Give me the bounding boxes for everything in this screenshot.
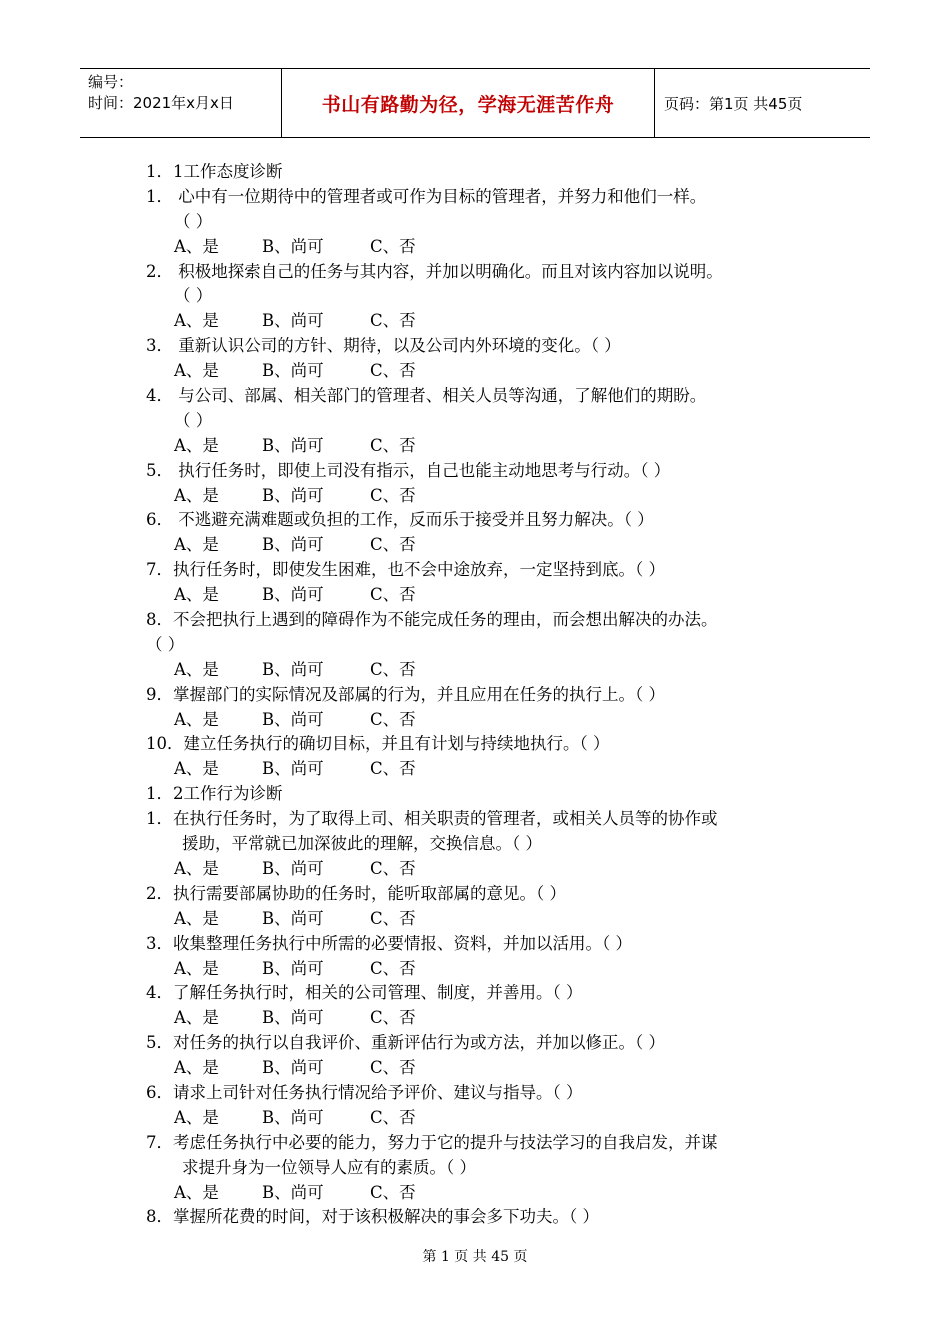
answer-options bbox=[146, 907, 836, 932]
option-b: B、尚可 bbox=[262, 1008, 324, 1028]
question-line: 1．在执行任务时，为了取得上司、相关职责的管理者，或相关人员等的协作或 bbox=[146, 809, 718, 829]
option-c: C、否 bbox=[370, 908, 416, 928]
question-line: 8．不会把执行上遇到的障碍作为不能完成任务的理由，而会想出解决的办法。 bbox=[146, 610, 718, 630]
option-a: A、是 bbox=[174, 709, 219, 729]
answer-options bbox=[146, 309, 836, 334]
option-a: A、是 bbox=[174, 1058, 219, 1078]
question-line: 4．了解任务执行时，相关的公司管理、制度，并善用。（ ） bbox=[146, 983, 583, 1003]
option-b: B、尚可 bbox=[262, 1107, 324, 1127]
option-c: C、否 bbox=[370, 659, 416, 679]
option-b: B、尚可 bbox=[262, 759, 324, 779]
answer-options bbox=[146, 484, 836, 509]
question-line: 6．请求上司针对任务执行情况给予评价、建议与指导。（ ） bbox=[146, 1082, 583, 1102]
option-b: B、尚可 bbox=[262, 1182, 324, 1202]
option-c: C、否 bbox=[370, 759, 416, 779]
option-a: A、是 bbox=[174, 659, 219, 679]
question-line: 8．掌握所花费的时间，对于该积极解决的事会多下功夫。（ ） bbox=[146, 1207, 599, 1227]
answer-options bbox=[146, 708, 836, 733]
motto-text: 书山有路勤为径，学海无涯苦作舟 bbox=[321, 93, 615, 116]
page-header bbox=[80, 68, 870, 138]
answer-options bbox=[146, 533, 836, 558]
question-line: （ ） bbox=[174, 211, 213, 231]
option-c: C、否 bbox=[370, 958, 416, 978]
question-line: （ ） bbox=[174, 410, 213, 430]
answer-options bbox=[146, 1181, 836, 1206]
page-label: 页码：第1页 共45页 bbox=[664, 94, 803, 113]
option-a: A、是 bbox=[174, 1107, 219, 1127]
option-b: B、尚可 bbox=[262, 858, 324, 878]
question-line: （ ） bbox=[146, 634, 185, 654]
question-line: 7．考虑任务执行中必要的能力，努力于它的提升与技法学习的自我启发，并谋 bbox=[146, 1132, 718, 1152]
option-a: A、是 bbox=[174, 311, 219, 331]
answer-options bbox=[146, 359, 836, 384]
question-line: 7．执行任务时，即使发生困难，也不会中途放弃，一定坚持到底。（ ） bbox=[146, 560, 665, 580]
option-b: B、尚可 bbox=[262, 1058, 324, 1078]
question-line: 3． 重新认识公司的方针、期待，以及公司内外环境的变化。（ ） bbox=[146, 336, 621, 356]
question-line: （ ） bbox=[174, 286, 213, 306]
option-b: B、尚可 bbox=[262, 585, 324, 605]
question-line: 5．对任务的执行以自我评价、重新评估行为或方法，并加以修正。（ ） bbox=[146, 1033, 665, 1053]
option-c: C、否 bbox=[370, 435, 416, 455]
question-line: 5． 执行任务时，即使上司没有指示，自己也能主动地思考与行动。（ ） bbox=[146, 460, 671, 480]
section-heading: 1．2工作行为诊断 bbox=[146, 784, 283, 804]
header-page-cell bbox=[654, 69, 870, 137]
option-b: B、尚可 bbox=[262, 535, 324, 555]
option-c: C、否 bbox=[370, 535, 416, 555]
option-b: B、尚可 bbox=[262, 435, 324, 455]
option-c: C、否 bbox=[370, 1182, 416, 1202]
answer-options bbox=[146, 1006, 836, 1031]
option-c: C、否 bbox=[370, 585, 416, 605]
question-line: 求提升身为一位领导人应有的素质。（ ） bbox=[182, 1157, 476, 1177]
option-a: A、是 bbox=[174, 1008, 219, 1028]
question-line: 援助，平常就已加深彼此的理解，交换信息。（ ） bbox=[182, 834, 542, 854]
option-b: B、尚可 bbox=[262, 709, 324, 729]
option-a: A、是 bbox=[174, 485, 219, 505]
answer-options bbox=[146, 957, 836, 982]
option-c: C、否 bbox=[370, 485, 416, 505]
option-a: A、是 bbox=[174, 759, 219, 779]
time-label: 时间：2021年x月x日 bbox=[88, 94, 234, 112]
option-b: B、尚可 bbox=[262, 485, 324, 505]
option-a: A、是 bbox=[174, 908, 219, 928]
serial-label: 编号： bbox=[88, 73, 134, 91]
answer-options bbox=[146, 857, 836, 882]
header-motto-cell bbox=[282, 69, 655, 137]
option-b: B、尚可 bbox=[262, 659, 324, 679]
answer-options bbox=[146, 583, 836, 608]
answer-options bbox=[146, 1056, 836, 1081]
question-line: 1． 心中有一位期待中的管理者或可作为目标的管理者，并努力和他们一样。 bbox=[146, 186, 707, 206]
question-line: 6． 不逃避充满难题或负担的工作，反而乐于接受并且努力解决。（ ） bbox=[146, 510, 654, 530]
option-b: B、尚可 bbox=[262, 958, 324, 978]
header-info-cell bbox=[80, 69, 282, 137]
option-a: A、是 bbox=[174, 236, 219, 256]
option-c: C、否 bbox=[370, 1107, 416, 1127]
option-c: C、否 bbox=[370, 709, 416, 729]
option-a: A、是 bbox=[174, 858, 219, 878]
answer-options bbox=[146, 658, 836, 683]
answer-options bbox=[146, 757, 836, 782]
option-a: A、是 bbox=[174, 585, 219, 605]
questionnaire-body bbox=[146, 160, 836, 1230]
option-c: C、否 bbox=[370, 361, 416, 381]
option-c: C、否 bbox=[370, 1058, 416, 1078]
option-c: C、否 bbox=[370, 1008, 416, 1028]
question-line: 2． 积极地探索自己的任务与其内容，并加以明确化。而且对该内容加以说明。 bbox=[146, 261, 723, 281]
option-a: A、是 bbox=[174, 1182, 219, 1202]
question-line: 10．建立任务执行的确切目标，并且有计划与持续地执行。（ ） bbox=[146, 734, 610, 754]
option-a: A、是 bbox=[174, 361, 219, 381]
page-footer: 第 1 页 共 45 页 bbox=[422, 1249, 528, 1265]
question-line: 2．执行需要部属协助的任务时，能听取部属的意见。（ ） bbox=[146, 883, 566, 903]
option-a: A、是 bbox=[174, 435, 219, 455]
option-b: B、尚可 bbox=[262, 361, 324, 381]
option-a: A、是 bbox=[174, 535, 219, 555]
answer-options bbox=[146, 434, 836, 459]
section-heading: 1．1工作态度诊断 bbox=[146, 162, 283, 181]
option-b: B、尚可 bbox=[262, 908, 324, 928]
answer-options bbox=[146, 1106, 836, 1131]
question-line: 9．掌握部门的实际情况及部属的行为，并且应用在任务的执行上。（ ） bbox=[146, 684, 665, 704]
option-c: C、否 bbox=[370, 236, 416, 256]
option-c: C、否 bbox=[370, 311, 416, 331]
question-line: 4． 与公司、部属、相关部门的管理者、相关人员等沟通，了解他们的期盼。 bbox=[146, 386, 707, 406]
option-a: A、是 bbox=[174, 958, 219, 978]
option-b: B、尚可 bbox=[262, 236, 324, 256]
option-b: B、尚可 bbox=[262, 311, 324, 331]
question-line: 3．收集整理任务执行中所需的必要情报、资料，并加以活用。（ ） bbox=[146, 933, 632, 953]
option-c: C、否 bbox=[370, 858, 416, 878]
answer-options bbox=[146, 235, 836, 260]
